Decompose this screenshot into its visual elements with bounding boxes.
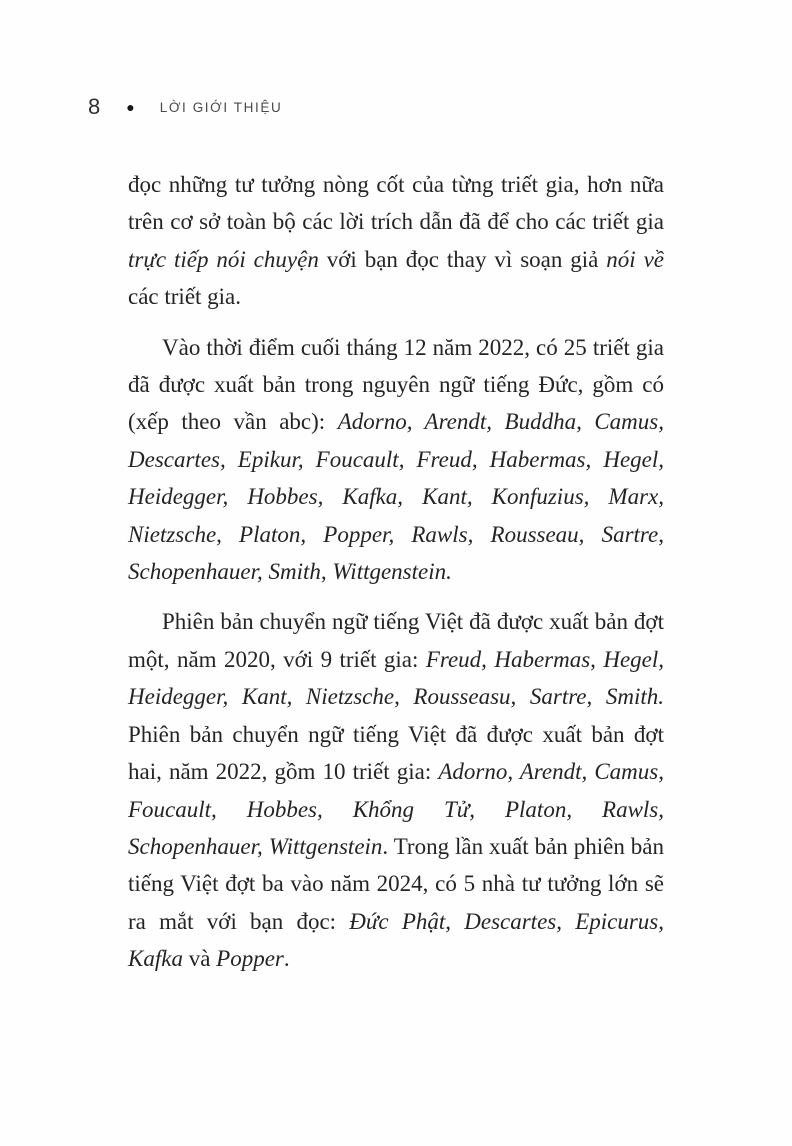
text-run: Phiên bản chuyển ngữ tiếng Việt đã được xuất bản đợt hai, năm 2022, gồm 10 triết gia:: [128, 721, 664, 785]
italic-text-run: Freud, Habermas, Hegel, Heidegger, Kant, Nietzsche, Rousseasu, Sartre, Smith.: [128, 646, 664, 710]
italic-text-run: trực tiếp nói chuyện: [128, 246, 319, 272]
text-run: Phiên bản chuyển ngữ tiếng Việt đã được xuất bản đợt một, năm 2020, với 9 triết gia:: [128, 609, 664, 672]
text-run: . Trong lần xuất bản phiên bản tiếng Việt đợt ba vào năm 2024, có 5 nhà tư tưởng lớn sẽ ra mắt với bạn đọc:: [128, 833, 664, 934]
text-run: với bạn đọc thay vì soạn giả: [318, 246, 607, 272]
text-run: Vào thời điểm cuối tháng 12 năm 2022, có 25 triết gia đã được xuất bản trong nguyên ngữ tiếng Đức, gồm có (xếp theo vần abc):: [128, 334, 664, 435]
italic-text-run: nói về: [606, 246, 665, 272]
paragraph: [128, 603, 664, 977]
text-run: và: [182, 946, 217, 972]
text-run: các triết gia.: [128, 284, 242, 310]
running-head-title: LỜI GIỚI THIỆU: [159, 99, 283, 115]
text-block: [128, 166, 664, 991]
italic-text-run: Popper: [216, 946, 284, 972]
page-header: [88, 93, 282, 121]
paragraph: [128, 329, 664, 591]
italic-text-run: Adorno, Arendt, Buddha, Camus, Descartes, Epikur, Foucault, Freud, Habermas, Hegel, Heidegger, Hobbes, Kafka, Kant, Konfuzius, Marx, Nietzsche, Platon, Popper, Rawls, Rousseau, Sartre, Schopenhauer, Smith, Wittgenstein.: [128, 409, 664, 585]
italic-text-run: Adorno, Arendt, Camus, Foucault, Hobbes, Khổng Tử, Platon, Rawls, Schopenhauer, Wittgenstein: [128, 759, 664, 859]
text-run: .: [283, 946, 290, 972]
italic-text-run: Đức Phật, Descartes, Epicurus, Kafka: [128, 908, 664, 972]
paragraph: [128, 166, 664, 316]
text-run: đọc những tư tưởng nòng cốt của từng triết gia, hơn nữa trên cơ sở toàn bộ các lời trích dẫn đã để cho các triết gia: [128, 172, 664, 235]
bullet-separator-icon: ●: [126, 99, 135, 115]
page-number: 8: [88, 94, 101, 119]
